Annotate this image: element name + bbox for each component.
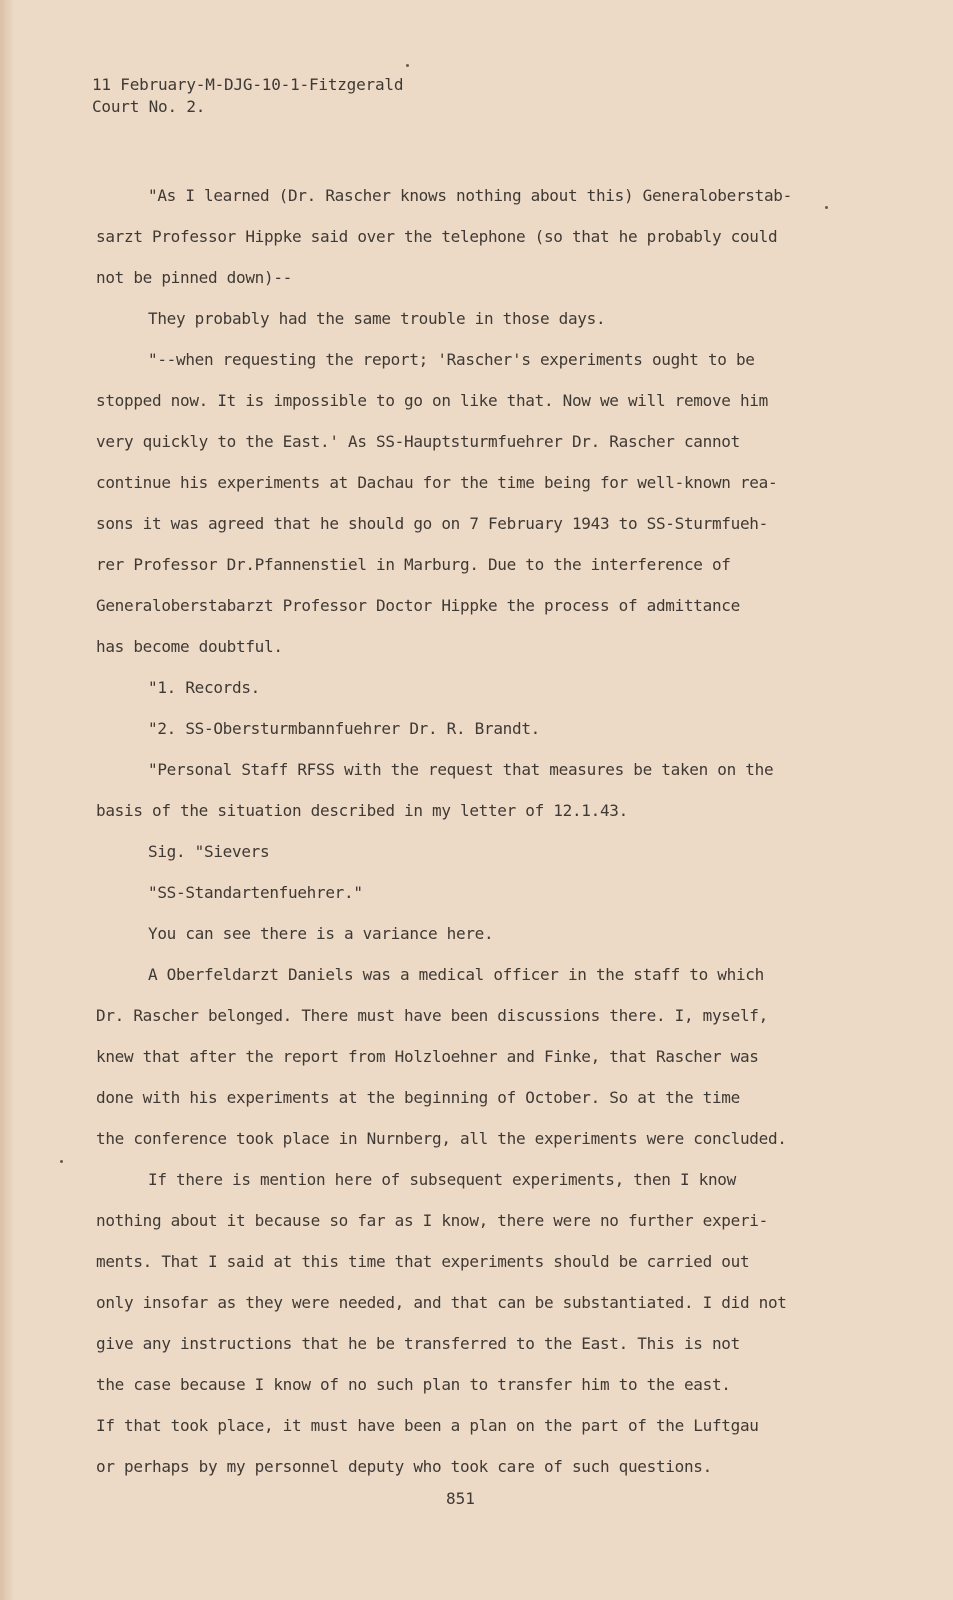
page-number: 851 (446, 1489, 475, 1508)
text-line: rer Professor Dr.Pfannenstiel in Marburg. Due to the interference of (96, 555, 731, 574)
header-docket-line: 11 February-M-DJG-10-1-Fitzgerald (92, 75, 404, 94)
text-line: stopped now. It is impossible to go on like that. Now we will remove him (96, 391, 768, 410)
text-line: If that took place, it must have been a plan on the part of the Luftgau (96, 1416, 759, 1435)
text-line: the conference took place in Nurnberg, all the experiments were concluded. (96, 1129, 787, 1148)
document-body (96, 175, 876, 1487)
document-header (92, 74, 403, 118)
text-line: has become doubtful. (96, 637, 283, 656)
text-line: "As I learned (Dr. Rascher knows nothing about this) Generaloberstab- (148, 186, 792, 205)
text-line: basis of the situation described in my letter of 12.1.43. (96, 801, 628, 820)
text-line: "SS-Standartenfuehrer." (148, 883, 363, 902)
text-line: the case because I know of no such plan to transfer him to the east. (96, 1375, 731, 1394)
text-line: "--when requesting the report; 'Rascher's experiments ought to be (148, 350, 755, 369)
text-line: A Oberfeldarzt Daniels was a medical officer in the staff to which (148, 965, 764, 984)
text-line: sarzt Professor Hippke said over the telephone (so that he probably could (96, 227, 778, 246)
text-line: ments. That I said at this time that experiments should be carried out (96, 1252, 750, 1271)
text-line: knew that after the report from Holzloehner and Finke, that Rascher was (96, 1047, 759, 1066)
text-line: If there is mention here of subsequent experiments, then I know (148, 1170, 736, 1189)
text-line: sons it was agreed that he should go on 7 February 1943 to SS-Sturmfueh- (96, 514, 768, 533)
text-line: give any instructions that he be transferred to the East. This is not (96, 1334, 740, 1353)
text-line: done with his experiments at the beginning of October. So at the time (96, 1088, 740, 1107)
text-line: Generaloberstabarzt Professor Doctor Hippke the process of admittance (96, 596, 740, 615)
text-line: Dr. Rascher belonged. There must have been discussions there. I, myself, (96, 1006, 768, 1025)
text-line: "2. SS-Obersturmbannfuehrer Dr. R. Brandt. (148, 719, 540, 738)
text-line: They probably had the same trouble in those days. (148, 309, 606, 328)
text-line: not be pinned down)-- (96, 268, 292, 287)
header-court-line: Court No. 2. (92, 97, 206, 116)
text-line: continue his experiments at Dachau for the time being for well-known rea- (96, 473, 778, 492)
paper-speck (406, 64, 409, 67)
text-line: or perhaps by my personnel deputy who took care of such questions. (96, 1457, 712, 1476)
paper-speck (60, 1160, 63, 1163)
text-line: nothing about it because so far as I know, there were no further experi- (96, 1211, 768, 1230)
paper-speck (825, 206, 828, 209)
text-line: "Personal Staff RFSS with the request that measures be taken on the (148, 760, 774, 779)
text-line: "1. Records. (148, 678, 260, 697)
text-line: very quickly to the East.' As SS-Hauptsturmfuehrer Dr. Rascher cannot (96, 432, 740, 451)
text-line: You can see there is a variance here. (148, 924, 494, 943)
text-line: Sig. "Sievers (148, 842, 270, 861)
text-line: only insofar as they were needed, and that can be substantiated. I did not (96, 1293, 787, 1312)
